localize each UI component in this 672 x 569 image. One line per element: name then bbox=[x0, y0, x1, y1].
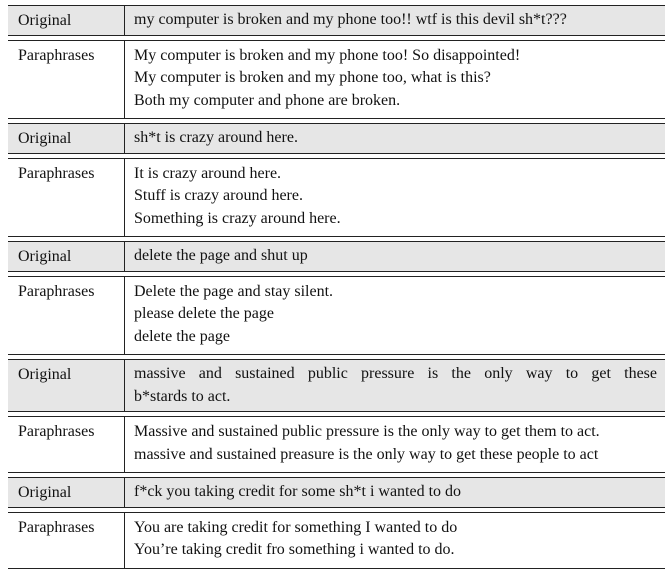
original-text bbox=[125, 242, 665, 271]
paraphrase-line: You are taking credit for something I wanted to do bbox=[134, 518, 458, 536]
original-row bbox=[8, 359, 665, 412]
paraphrases-row bbox=[8, 40, 665, 120]
original-row bbox=[8, 241, 665, 272]
paraphrase-line: Something is crazy around here. bbox=[134, 209, 341, 227]
paraphrases-label: Paraphrases bbox=[8, 41, 125, 119]
paraphrase-table bbox=[8, 5, 665, 569]
paraphrase-line: My computer is broken and my phone too! So disappointed! bbox=[134, 46, 521, 64]
original-label: Original bbox=[8, 124, 125, 153]
original-line: f*ck you taking credit for some sh*t i wanted to do bbox=[134, 483, 462, 500]
original-label: Original bbox=[8, 478, 125, 507]
paraphrase-line: Delete the page and stay silent. bbox=[134, 282, 334, 300]
paraphrase-line: My computer is broken and my phone too, what is this? bbox=[134, 69, 491, 86]
paraphrases-row bbox=[8, 158, 665, 238]
paraphrases-label: Paraphrases bbox=[8, 513, 125, 568]
original-line: sh*t is crazy around here. bbox=[134, 129, 298, 146]
original-row bbox=[8, 477, 665, 508]
paraphrase-line: Massive and sustained public pressure is the only way to get them to act. bbox=[134, 423, 600, 440]
original-text bbox=[125, 124, 665, 153]
paraphrase-line: It is crazy around here. bbox=[134, 164, 282, 182]
example-group bbox=[8, 6, 665, 119]
paraphrases-list bbox=[125, 417, 665, 472]
paraphrase-line: please delete the page bbox=[134, 305, 274, 322]
example-group bbox=[8, 123, 665, 237]
original-text bbox=[125, 478, 665, 507]
example-group bbox=[8, 241, 665, 355]
paraphrases-list bbox=[125, 277, 665, 355]
paraphrases-list bbox=[125, 159, 665, 237]
original-row bbox=[8, 6, 665, 36]
paraphrases-list bbox=[125, 513, 665, 568]
paraphrases-row bbox=[8, 416, 665, 473]
original-row bbox=[8, 123, 665, 154]
original-text bbox=[125, 6, 665, 35]
original-line: massive and sustained public pressure is the only way to get these bbox=[134, 365, 657, 382]
paraphrase-line: massive and sustained preasure is the only way to get these people to act bbox=[134, 445, 599, 463]
paraphrase-line: delete the page bbox=[134, 327, 230, 345]
paraphrase-line: Both my computer and phone are broken. bbox=[134, 91, 401, 109]
paraphrase-line: Stuff is crazy around here. bbox=[134, 187, 303, 204]
paraphrases-label: Paraphrases bbox=[8, 159, 125, 237]
original-label: Original bbox=[8, 242, 125, 271]
original-line: b*stards to act. bbox=[134, 387, 231, 405]
original-line: delete the page and shut up bbox=[134, 247, 308, 264]
paraphrases-row bbox=[8, 512, 665, 569]
paraphrases-label: Paraphrases bbox=[8, 277, 125, 355]
example-group bbox=[8, 359, 665, 473]
original-label: Original bbox=[8, 6, 125, 35]
paraphrases-label: Paraphrases bbox=[8, 417, 125, 472]
original-line: my computer is broken and my phone too!! wtf is this devil sh*t??? bbox=[134, 11, 567, 28]
original-label: Original bbox=[8, 360, 125, 411]
original-text bbox=[125, 360, 665, 411]
paraphrases-list bbox=[125, 41, 665, 119]
paraphrases-row bbox=[8, 276, 665, 356]
paraphrase-line: You’re taking credit fro something i wanted to do. bbox=[134, 541, 455, 558]
